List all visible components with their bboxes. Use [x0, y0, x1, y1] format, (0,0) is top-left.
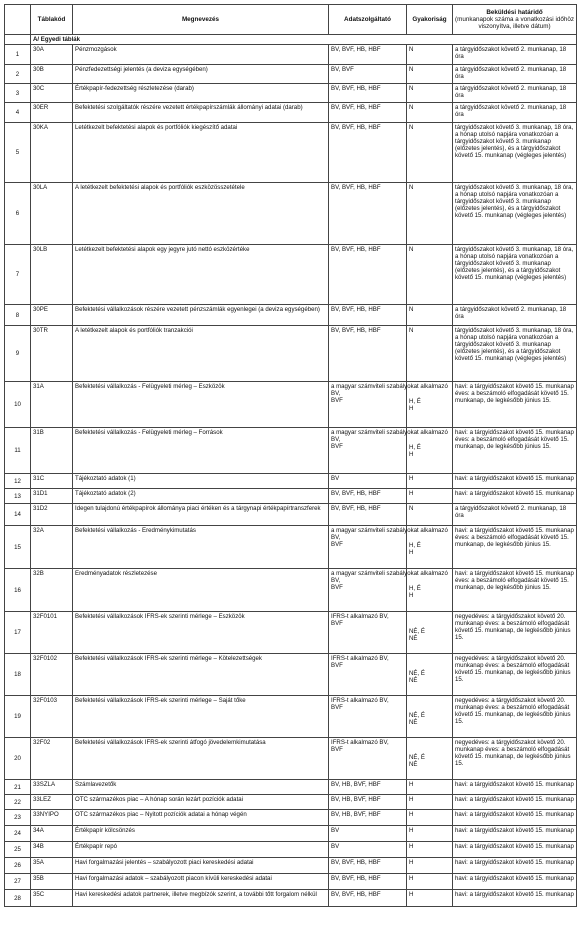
deadline: havi: a tárgyidőszakot követő 15. munkanap: [453, 474, 577, 489]
frequency-line: NÉ: [409, 719, 418, 727]
row-number: 2: [5, 65, 31, 84]
table-name: A letétkezelt alapok és portfóliók tranzakciói: [73, 326, 329, 382]
header-provider: Adatszolgáltató: [329, 5, 407, 35]
data-provider: BV, BVF, HB, HBF: [329, 245, 407, 305]
table-row: [5, 84, 577, 103]
frequency: H: [407, 858, 453, 874]
table-row: [5, 326, 577, 382]
deadline: a tárgyidőszakot követő 2. munkanap, 18 óra: [453, 45, 577, 65]
frequency: H: [407, 842, 453, 858]
table-row: [5, 890, 577, 907]
frequency: N: [407, 103, 453, 123]
deadline: tárgyidőszakot követő 3. munkanap, 18 óra, a hónap utolsó napjára vonatkozóan a tárgyidőszakot követő 3. munkanap (előzetes jelentés), és a tárgyidőszakot követő 15. munkanap (végleges jelentés): [453, 183, 577, 245]
frequency: H: [407, 810, 453, 826]
table-name: Befektetési vállalkozások IFRS-ek szerinti mérlege – Eszközök: [73, 612, 329, 654]
row-number: 5: [5, 123, 31, 183]
frequency: H: [407, 826, 453, 842]
table-code: 30KA: [31, 123, 73, 183]
data-provider: [329, 654, 407, 696]
data-provider: BV: [329, 826, 407, 842]
frequency-line: H, É: [409, 444, 421, 452]
table-code: 30A: [31, 45, 73, 65]
table-code: 30TR: [31, 326, 73, 382]
table-row: [5, 65, 577, 84]
deadline: a tárgyidőszakot követő 2. munkanap, 18 óra: [453, 504, 577, 526]
table-code: 32F0101: [31, 612, 73, 654]
frequency: N: [407, 245, 453, 305]
table-code: 33LEZ: [31, 795, 73, 810]
data-provider: BV, BVF, HB, HBF: [329, 45, 407, 65]
data-provider: BV, BVF, HB, HBF: [329, 874, 407, 890]
data-provider: [329, 612, 407, 654]
table-row: [5, 382, 577, 428]
table-row: [5, 569, 577, 612]
row-number: 1: [5, 45, 31, 65]
table-name: A letétkezelt befektetési alapok és portfóliók eszközösszetétele: [73, 183, 329, 245]
reporting-table: [4, 4, 577, 907]
data-provider: BV, BVF, HB, HBF: [329, 123, 407, 183]
header-deadline-title: Beküldési határidő: [486, 8, 543, 16]
frequency-line: NÉ, É: [409, 754, 425, 762]
row-number: 3: [5, 84, 31, 103]
deadline: a tárgyidőszakot követő 2. munkanap, 18 óra: [453, 103, 577, 123]
data-provider-line: BVF: [331, 584, 343, 592]
frequency: [407, 612, 453, 654]
table-row: [5, 810, 577, 826]
table-row: [5, 874, 577, 890]
table-code: 32B: [31, 569, 73, 612]
deadline: negyedéves: a tárgyidőszakot követő 20. munkanap éves: a beszámoló elfogadását követő 15. munkanap, de legkésőbb június 15.: [453, 738, 577, 780]
table-name: Értékpapír-fedezettség részletezése (darab): [73, 84, 329, 103]
data-provider: BV, BVF, HB, HBF: [329, 858, 407, 874]
table-name: Értékpapír repó: [73, 842, 329, 858]
data-provider-line: IFRS-t alkalmazó BV,: [331, 697, 389, 705]
table-row: [5, 858, 577, 874]
row-number: 19: [5, 696, 31, 738]
table-code: 35B: [31, 874, 73, 890]
table-code: 30PE: [31, 305, 73, 326]
deadline: havi: a tárgyidőszakot követő 15. munkanap: [453, 810, 577, 826]
data-provider: BV, BVF: [329, 65, 407, 84]
table-name: Befektetési szolgáltatók részére vezetett értékpapírszámlák állományi adatai (darab): [73, 103, 329, 123]
table-code: 30ER: [31, 103, 73, 123]
table-row: [5, 305, 577, 326]
frequency-line: NÉ, É: [409, 712, 425, 720]
table-row: [5, 842, 577, 858]
table-name: Befektetési vállalkozások IFRS-ek szerinti mérlege – Saját tőke: [73, 696, 329, 738]
row-number: 22: [5, 795, 31, 810]
table-name: Befektetési vállalkozások IFRS-ek szerinti átfogó jövedelemkimutatása: [73, 738, 329, 780]
table-row: [5, 654, 577, 696]
data-provider: BV, HB, BVF, HBF: [329, 795, 407, 810]
table-row: [5, 123, 577, 183]
data-provider-line: BVF: [331, 397, 343, 405]
row-number: 24: [5, 826, 31, 842]
frequency: [407, 738, 453, 780]
row-number: 20: [5, 738, 31, 780]
row-number: 21: [5, 780, 31, 795]
frequency: N: [407, 305, 453, 326]
table-row: [5, 795, 577, 810]
table-code: 31A: [31, 382, 73, 428]
row-number: 18: [5, 654, 31, 696]
table-name: Tájékoztató adatok (1): [73, 474, 329, 489]
data-provider: BV, BVF, HB, HBF: [329, 890, 407, 907]
deadline: a tárgyidőszakot követő 2. munkanap, 18 óra: [453, 65, 577, 84]
table-code: 31D1: [31, 489, 73, 504]
table-code: 30B: [31, 65, 73, 84]
deadline: a tárgyidőszakot követő 2. munkanap, 18 óra: [453, 305, 577, 326]
deadline: tárgyidőszakot követő 3. munkanap, 18 óra, a hónap utolsó napjára vonatkozóan a tárgyidőszakot követő 3. munkanap (előzetes jelentés), és a tárgyidőszakot követő 15. munkanap (végleges jelentés): [453, 245, 577, 305]
deadline: havi: a tárgyidőszakot követő 15. munkanap: [453, 780, 577, 795]
frequency-line: H: [409, 451, 414, 459]
data-provider-line: a magyar számviteli szabályokat alkalmazó: [331, 383, 448, 391]
data-provider-line: IFRS-t alkalmazó BV,: [331, 613, 389, 621]
frequency-line: H: [409, 549, 414, 557]
frequency: H: [407, 795, 453, 810]
data-provider-line: BVF: [331, 541, 343, 549]
row-number: 12: [5, 474, 31, 489]
frequency: H: [407, 489, 453, 504]
deadline: havi: a tárgyidőszakot követő 15. munkanap éves: a beszámoló elfogadását követő 15. munkanap, de legkésőbb június 15.: [453, 569, 577, 612]
data-provider: BV, HB, BVF, HBF: [329, 810, 407, 826]
frequency-line: H, É: [409, 585, 421, 593]
row-number: 10: [5, 382, 31, 428]
table-name: Befektetési vállalkozások részére vezetett pénzszámlák egyenlegei (a deviza egységében): [73, 305, 329, 326]
table-code: 35A: [31, 858, 73, 874]
frequency: N: [407, 84, 453, 103]
data-provider: BV, BVF, HB, HBF: [329, 305, 407, 326]
frequency-line: NÉ, É: [409, 670, 425, 678]
table-code: 30LA: [31, 183, 73, 245]
table-code: 32A: [31, 526, 73, 569]
table-name: Számlavezetők: [73, 780, 329, 795]
row-number: 11: [5, 428, 31, 474]
data-provider-line: BVF: [331, 443, 343, 451]
data-provider-line: BVF: [331, 746, 343, 754]
table-name: Pénzmozgások: [73, 45, 329, 65]
data-provider-line: a magyar számviteli szabályokat alkalmazó: [331, 570, 448, 578]
data-provider-line: a magyar számviteli szabályokat alkalmazó: [331, 527, 448, 535]
data-provider-line: BVF: [331, 620, 343, 628]
data-provider: [329, 738, 407, 780]
data-provider-line: BV,: [331, 577, 341, 585]
frequency: H: [407, 474, 453, 489]
table-code: 32F0103: [31, 696, 73, 738]
frequency: N: [407, 123, 453, 183]
data-provider-line: a magyar számviteli szabályokat alkalmazó: [331, 429, 448, 437]
deadline: havi: a tárgyidőszakot követő 15. munkanap éves: a beszámoló elfogadását követő 15. munkanap, de legkésőbb június 15.: [453, 428, 577, 474]
deadline: negyedéves: a tárgyidőszakot követő 20. munkanap éves: a beszámoló elfogadását követő 15. munkanap, de legkésőbb június 15.: [453, 612, 577, 654]
frequency-line: H: [409, 592, 414, 600]
deadline: havi: a tárgyidőszakot követő 15. munkanap: [453, 842, 577, 858]
data-provider: BV, BVF, HB, HBF: [329, 84, 407, 103]
data-provider-line: BV,: [331, 436, 341, 444]
table-name: Havi forgalmazási adatok – szabályozott piacon kívüli kereskedési adatai: [73, 874, 329, 890]
header-no: [5, 5, 31, 35]
data-provider: BV, BVF, HB, HBF: [329, 326, 407, 382]
data-provider: BV, BVF, HB, HBF: [329, 183, 407, 245]
frequency-line: H, É: [409, 542, 421, 550]
table-name: Tájékoztató adatok (2): [73, 489, 329, 504]
frequency: N: [407, 326, 453, 382]
data-provider-line: BVF: [331, 704, 343, 712]
table-name: Havi kereskedési adatok partnerek, illetve megbízók szerint, a további tőtt forgalom nélkül: [73, 890, 329, 907]
table-name: OTC származékos piac – Nyitott pozíciók adatai a hónap végén: [73, 810, 329, 826]
table-code: 35C: [31, 890, 73, 907]
data-provider: BV, HB, BVF, HBF: [329, 780, 407, 795]
table-name: Letétkezelt befektetési alapok és portfóliók kiegészítő adatai: [73, 123, 329, 183]
frequency-line: NÉ: [409, 677, 418, 685]
deadline: havi: a tárgyidőszakot követő 15. munkanap: [453, 826, 577, 842]
table-code: 32F02: [31, 738, 73, 780]
table-row: [5, 245, 577, 305]
table-code: 34B: [31, 842, 73, 858]
row-number: 16: [5, 569, 31, 612]
table-name: Befektetési vállalkozás - Felügyeleti mérleg – Eszközök: [73, 382, 329, 428]
table-code: 30LB: [31, 245, 73, 305]
deadline: havi: a tárgyidőszakot követő 15. munkanap: [453, 890, 577, 907]
header-deadline-subtitle: (munkanapok száma a vonatkozási időhöz viszonyítva, illetve dátum): [455, 15, 575, 31]
table-row: [5, 45, 577, 65]
deadline: havi: a tárgyidőszakot követő 15. munkanap: [453, 489, 577, 504]
frequency: H: [407, 780, 453, 795]
frequency: N: [407, 504, 453, 526]
deadline: havi: a tárgyidőszakot követő 15. munkanap: [453, 858, 577, 874]
table-code: 31C: [31, 474, 73, 489]
data-provider: BV: [329, 842, 407, 858]
table-row: [5, 504, 577, 526]
row-number: 27: [5, 874, 31, 890]
row-number: 13: [5, 489, 31, 504]
deadline: a tárgyidőszakot követő 2. munkanap, 18 óra: [453, 84, 577, 103]
table-code: 33SZLA: [31, 780, 73, 795]
data-provider-line: BVF: [331, 662, 343, 670]
row-number: 25: [5, 842, 31, 858]
table-name: OTC származékos piac – A hónap során lezárt pozíciók adatai: [73, 795, 329, 810]
frequency: N: [407, 183, 453, 245]
deadline: tárgyidőszakot követő 3. munkanap, 18 óra, a hónap utolsó napjára vonatkozóan a tárgyidőszakot követő 3. munkanap (előzetes jelentés), és a tárgyidőszakot követő 15. munkanap (végleges jelentés): [453, 326, 577, 382]
row-number: 15: [5, 526, 31, 569]
deadline: havi: a tárgyidőszakot követő 15. munkanap: [453, 795, 577, 810]
deadline: negyedéves: a tárgyidőszakot követő 20. munkanap éves: a beszámoló elfogadását követő 15. munkanap, de legkésőbb június 15.: [453, 696, 577, 738]
row-number: 17: [5, 612, 31, 654]
data-provider: BV, BVF, HB, HBF: [329, 103, 407, 123]
data-provider-line: BV,: [331, 390, 341, 398]
table-name: Letétkezelt befektetési alapok egy jegyre jutó nettó eszközértéke: [73, 245, 329, 305]
row-number: 6: [5, 183, 31, 245]
row-number: 4: [5, 103, 31, 123]
table-name: Eredményadatok részletezése: [73, 569, 329, 612]
table-code: 31D2: [31, 504, 73, 526]
table-row: [5, 526, 577, 569]
table-row: [5, 103, 577, 123]
table-name: Pénzfedezettségi jelentés (a deviza egységében): [73, 65, 329, 84]
header-deadline: [453, 5, 577, 35]
row-number: 26: [5, 858, 31, 874]
table-name: Havi forgalmazási jelentés – szabályozott piaci kereskedési adatai: [73, 858, 329, 874]
table-row: [5, 612, 577, 654]
frequency-line: H, É: [409, 398, 421, 406]
frequency-line: NÉ: [409, 635, 418, 643]
table-row: [5, 428, 577, 474]
deadline: tárgyidőszakot követő 3. munkanap, 18 óra, a hónap utolsó napjára vonatkozóan a tárgyidőszakot követő 3. munkanap (előzetes jelentés), és a tárgyidőszakot követő 15. munkanap (végleges jelentés): [453, 123, 577, 183]
frequency: N: [407, 45, 453, 65]
table-row: [5, 183, 577, 245]
section-spacer: [5, 35, 31, 45]
frequency-line: NÉ: [409, 761, 418, 769]
table-code: 30C: [31, 84, 73, 103]
header-row: [5, 5, 577, 35]
frequency-line: NÉ, É: [409, 628, 425, 636]
table-row: [5, 780, 577, 795]
row-number: 7: [5, 245, 31, 305]
header-code: Táblakód: [31, 5, 73, 35]
section-title: A/ Egyedi táblák: [31, 35, 577, 45]
frequency-line: H: [409, 405, 414, 413]
data-provider: BV: [329, 474, 407, 489]
section-row: [5, 35, 577, 45]
data-provider: [329, 696, 407, 738]
table-name: Befektetési vállalkozás - Felügyeleti mérleg – Források: [73, 428, 329, 474]
deadline: havi: a tárgyidőszakot követő 15. munkanap: [453, 874, 577, 890]
frequency: [407, 654, 453, 696]
table-row: [5, 489, 577, 504]
table-row: [5, 738, 577, 780]
deadline: havi: a tárgyidőszakot követő 15. munkanap éves: a beszámoló elfogadását követő 15. munkanap, de legkésőbb június 15.: [453, 382, 577, 428]
table-name: Befektetési vállalkozások IFRS-ek szerinti mérlege – Kötelezettségek: [73, 654, 329, 696]
frequency: H: [407, 874, 453, 890]
table-name: Idegen tulajdonú értékpapírok állománya piaci értéken és a tárgynapi értékpapírtranszferek: [73, 504, 329, 526]
data-provider: BV, BVF, HB, HBF: [329, 489, 407, 504]
table-code: 31B: [31, 428, 73, 474]
header-name: Megnevezés: [73, 5, 329, 35]
frequency: H: [407, 890, 453, 907]
row-number: 8: [5, 305, 31, 326]
frequency: N: [407, 65, 453, 84]
row-number: 28: [5, 890, 31, 907]
table-code: 34A: [31, 826, 73, 842]
row-number: 23: [5, 810, 31, 826]
data-provider-line: IFRS-t alkalmazó BV,: [331, 739, 389, 747]
row-number: 9: [5, 326, 31, 382]
table-row: [5, 474, 577, 489]
table-code: 33NYIPO: [31, 810, 73, 826]
frequency: [407, 696, 453, 738]
deadline: havi: a tárgyidőszakot követő 15. munkanap éves: a beszámoló elfogadását követő 15. munkanap, de legkésőbb június 15.: [453, 526, 577, 569]
data-provider-line: BV,: [331, 534, 341, 542]
table-row: [5, 826, 577, 842]
table-row: [5, 696, 577, 738]
table-name: Értékpapír kölcsönzés: [73, 826, 329, 842]
header-frequency: Gyakoriság: [407, 5, 453, 35]
table-name: Befektetési vállalkozás - Eredménykimutatás: [73, 526, 329, 569]
deadline: negyedéves: a tárgyidőszakot követő 20. munkanap éves: a beszámoló elfogadását követő 15. munkanap, de legkésőbb június 15.: [453, 654, 577, 696]
data-provider: BV, BVF, HB, HBF: [329, 504, 407, 526]
row-number: 14: [5, 504, 31, 526]
table-code: 32F0102: [31, 654, 73, 696]
data-provider-line: IFRS-t alkalmazó BV,: [331, 655, 389, 663]
